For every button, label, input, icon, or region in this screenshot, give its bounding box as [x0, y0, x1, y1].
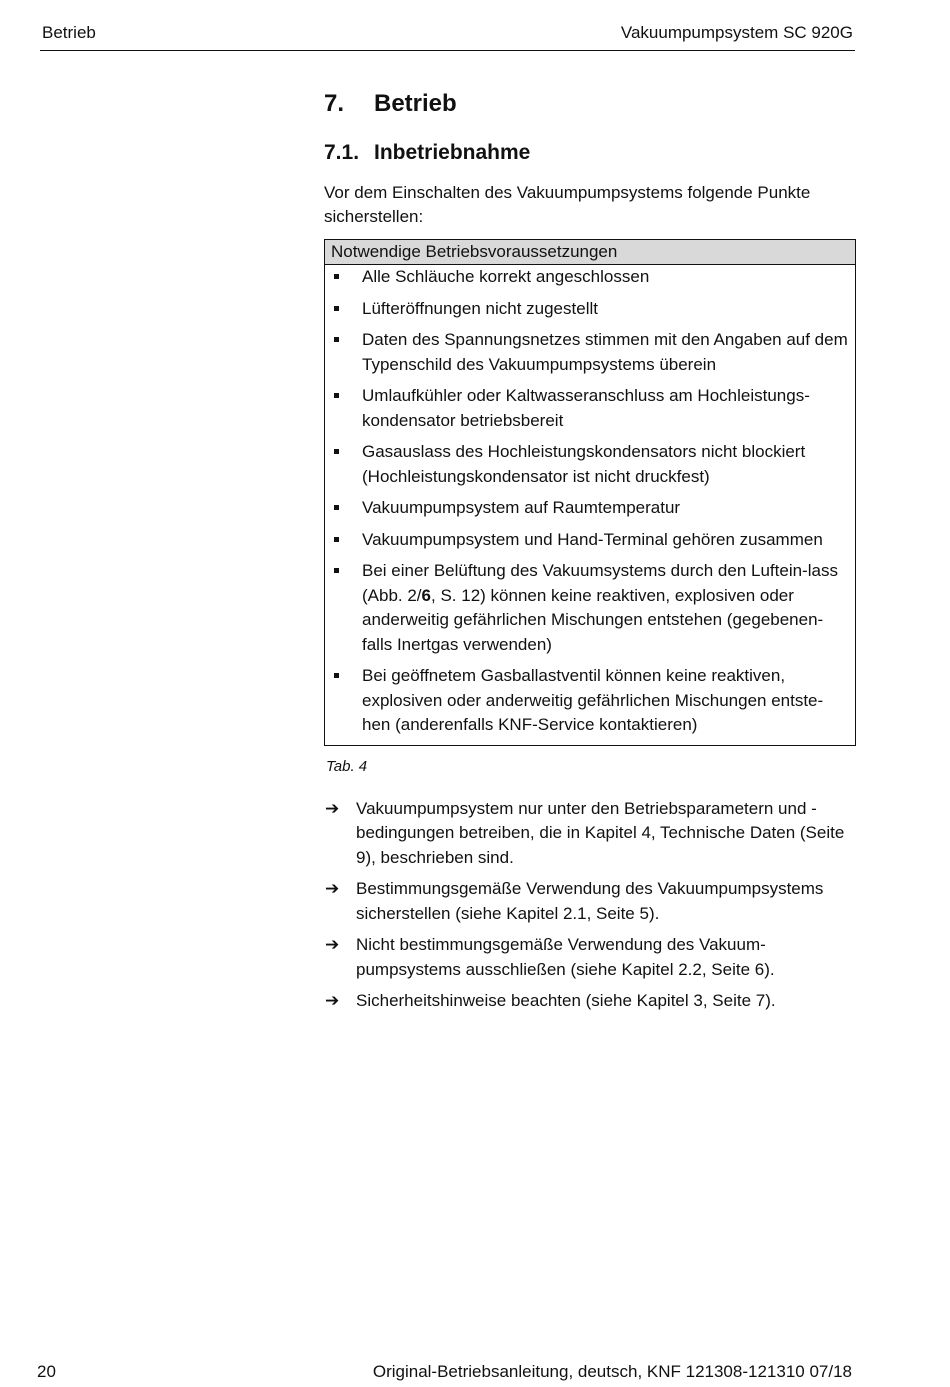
requirements-heading: Notwendige Betriebsvoraussetzungen: [325, 240, 855, 265]
requirements-list: [325, 265, 855, 745]
bullet-icon: [334, 673, 339, 678]
page-header: [40, 20, 855, 51]
bullet-icon: [334, 337, 339, 342]
instruction-step: ➔ Vakuumpumpsystem nur unter den Betriebsparametern und -bedingungen betreiben, die in Kapitel 4, Technische Daten (Seite 9), beschrieben sind.: [325, 798, 845, 867]
subsection-number: 7.1.: [324, 141, 360, 164]
document-reference: Original-Betriebsanleitung, deutsch, KNF 121308-121310 07/18: [372, 1362, 852, 1381]
list-item: Vakuumpumpsystem und Hand-Terminal gehören zusammen: [325, 528, 851, 553]
instruction-step: ➔ Nicht bestimmungsgemäße Verwendung des Vakuum-pumpsystems ausschließen (siehe Kapitel 2.2, Seite 6).: [325, 935, 775, 979]
section-title: Betrieb: [374, 90, 457, 117]
list-item: Bei einer Belüftung des Vakuumsystems durch den Luftein-lass (Abb. 2/6, S. 12) können keine reaktiven, explosiven oder anderweitig gefährlichen Mischungen entstehen (gegebenen-falls Inertgas verwenden): [325, 559, 851, 657]
requirements-table: [324, 239, 856, 746]
bullet-icon: [334, 537, 339, 542]
arrow-right-icon: ➔: [325, 991, 340, 1010]
instruction-step: ➔ Bestimmungsgemäße Verwendung des Vakuumpumpsystems sicherstellen (siehe Kapitel 2.1, Seite 5).: [325, 879, 824, 923]
main-content: [324, 86, 856, 1021]
figure-ref-bold: 6: [421, 585, 432, 605]
bullet-icon: [334, 306, 339, 311]
bullet-icon: [334, 274, 339, 279]
table-caption: Tab. 4: [326, 757, 368, 775]
bullet-icon: [334, 505, 339, 510]
bullet-icon: [334, 393, 339, 398]
header-chapter: Betrieb: [42, 23, 96, 42]
arrow-right-icon: ➔: [325, 935, 340, 954]
list-item: Vakuumpumpsystem auf Raumtemperatur: [325, 496, 851, 521]
arrow-right-icon: ➔: [325, 879, 340, 898]
subsection-heading: [324, 137, 856, 169]
intro-paragraph: Vor dem Einschalten des Vakuumpumpsystems folgende Punkte sicherstellen:: [324, 183, 811, 226]
bullet-icon: [334, 449, 339, 454]
instruction-step: ➔ Sicherheitshinweise beachten (siehe Kapitel 3, Seite 7).: [324, 989, 856, 1014]
instruction-list: [324, 797, 856, 1014]
list-item: Daten des Spannungsnetzes stimmen mit den Angaben auf dem Typenschild des Vakuumpumpsystems überein: [325, 328, 851, 377]
section-heading: [324, 86, 856, 122]
list-item: Umlaufkühler oder Kaltwasseranschluss am Hochleistungs-kondensator betriebsbereit: [325, 384, 851, 433]
list-item: Gasauslass des Hochleistungskondensators nicht blockiert (Hochleistungskondensator ist nicht druckfest): [325, 440, 851, 489]
list-item: Lüfteröffnungen nicht zugestellt: [325, 297, 851, 322]
subsection-title: Inbetriebnahme: [374, 141, 531, 164]
section-number: 7.: [324, 90, 345, 117]
page-number: 20: [37, 1362, 56, 1381]
header-product: Vakuumpumpsystem SC 920G: [620, 23, 853, 42]
list-item: Alle Schläuche korrekt angeschlossen: [325, 265, 851, 290]
bullet-icon: [334, 568, 339, 573]
list-item: Bei geöffnetem Gasballastventil können keine reaktiven, explosiven oder anderweitig gefährlichen Mischungen entste-hen (anderenfalls KNF-Service kontaktieren): [325, 664, 851, 738]
arrow-right-icon: ➔: [325, 798, 340, 818]
